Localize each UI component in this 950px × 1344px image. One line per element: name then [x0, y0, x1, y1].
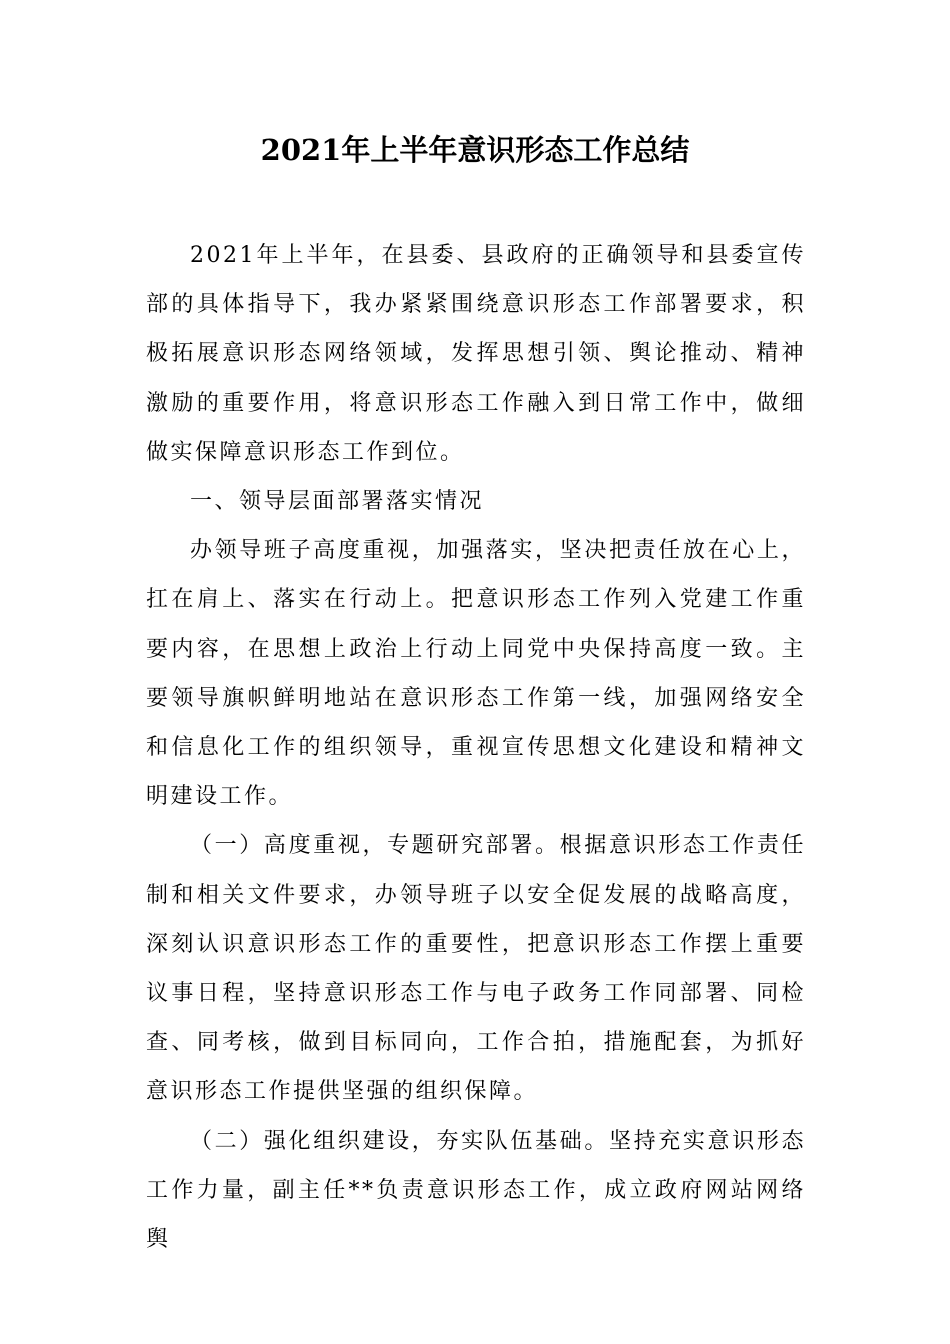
paragraph-subsection-1: （一）高度重视，专题研究部署。根据意识形态工作责任制和相关文件要求，办领导班子以安全促发展的战略高度，深刻认识意识形态工作的重要性，把意识形态工作摆上重要议事日程，坚持意识形态工作与电子政务工作同部署、同检查、同考核，做到目标同向，工作合拍，措施配套，为抓好意识形态工作提供坚强的组织保障。	[146, 833, 806, 1105]
document-title: 2021年上半年意识形态工作总结	[260, 133, 690, 167]
document-body	[146, 231, 806, 1264]
paragraph-subsection-2: （二）强化组织建设，夯实队伍基础。坚持充实意识形态工作力量，副主任**负责意识形态工作，成立政府网站网络舆	[146, 1128, 806, 1253]
section-heading-1: 一、领导层面部署落实情况	[190, 489, 485, 515]
paragraph-intro: 2021年上半年，在县委、县政府的正确领导和县委宣传部的具体指导下，我办紧紧围绕意识形态工作部署要求，积极拓展意识形态网络领域，发挥思想引领、舆论推动、精神激励的重要作用，将意识形态工作融入到日常工作中，做细做实保障意识形态工作到位。	[146, 243, 806, 465]
paragraph-leadership: 办领导班子高度重视，加强落实，坚决把责任放在心上，扛在肩上、落实在行动上。把意识形态工作列入党建工作重要内容，在思想上政治上行动上同党中央保持高度一致。主要领导旗帜鲜明地站在意识形态工作第一线，加强网络安全和信息化工作的组织领导，重视宣传思想文化建设和精神文明建设工作。	[146, 538, 806, 810]
